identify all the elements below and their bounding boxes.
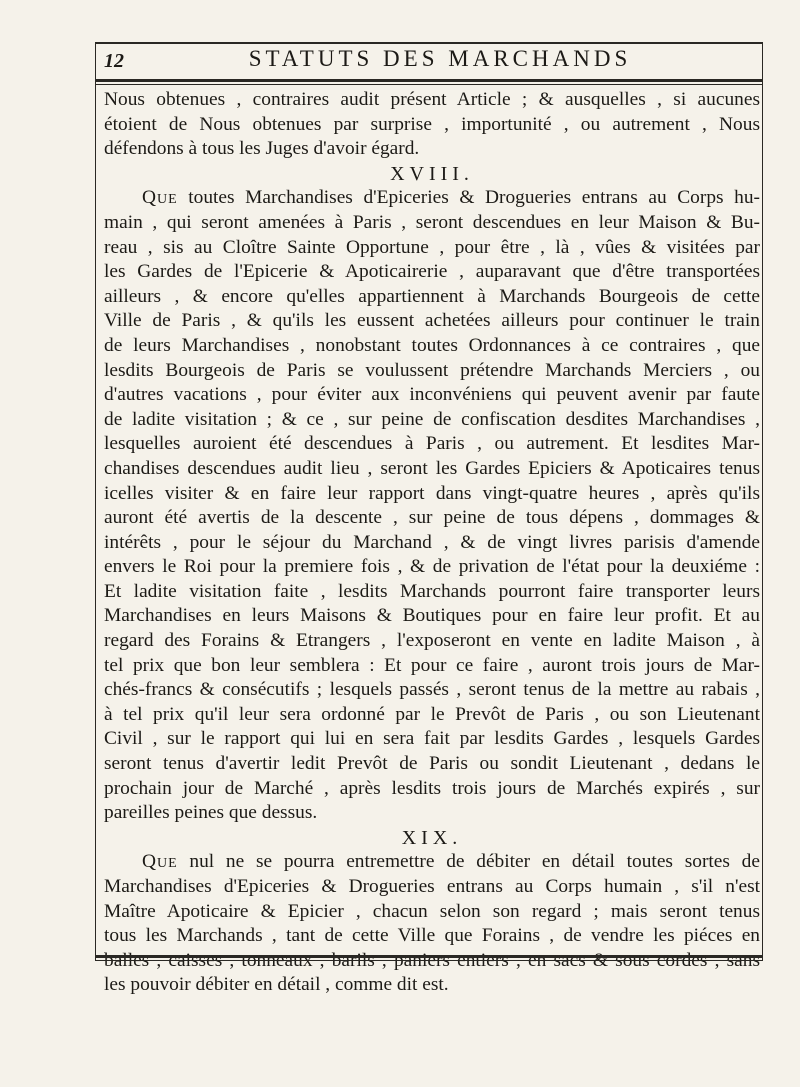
text-line: toutes Marchandises d'Epiceries & Drogueries entrans au Corps hu-: [177, 187, 760, 209]
page-number: 12: [104, 50, 124, 72]
footer-rule-thick: [95, 955, 763, 958]
section-18-lines: [104, 211, 760, 826]
text-line: lesquelles auroient été descendues à Paris , ou autrement. Et lesdites Mar-: [104, 433, 760, 455]
text-line: tous les Marchands , tant de cette Ville que Forains , de vendre les piéces en: [104, 925, 760, 947]
initial-word: Que: [142, 851, 178, 873]
footer-rule-thin: [95, 960, 763, 961]
text-line: [104, 949, 760, 974]
text-line: étoient de Nous obtenues par surprise , importunité , ou autrement , Nous: [104, 113, 760, 135]
text-line: Civil , sur le rapport qui lui en sera fait par lesdits Gardes , lesquels Gardes: [104, 728, 760, 750]
text-line: seront tenus d'avertir ledit Prevôt de Paris ou sondit Lieutenant , dedans le: [104, 753, 760, 775]
text-line: nul ne se pourra entremettre de débiter en détail toutes sortes de: [177, 851, 760, 873]
text-line: Ville de Paris , & qu'ils les eussent achetées ailleurs pour continuer le train: [104, 310, 760, 332]
section-19-first-line: [104, 850, 760, 875]
text-line: les pouvoir débiter en détail , comme dit est.: [104, 974, 449, 996]
text-line: pareilles peines que dessus.: [104, 802, 318, 824]
text-line: regard des Forains & Etrangers , l'exposeront en vente en ladite Maison , à: [104, 630, 760, 652]
section-heading-18: XVIII.: [390, 162, 474, 185]
header-rule-thin: [95, 84, 763, 85]
text-line: chandises descendues audit lieu , seront les Gardes Epiciers & Apoticaires tenus: [104, 457, 760, 479]
body-text: [104, 88, 760, 998]
text-line: auront été avertis de la descente , sur peine de tous dépens , dommages &: [104, 507, 760, 529]
section-heading-19: XIX.: [401, 826, 463, 849]
text-line: main , qui seront amenées à Paris , seront descendues en leur Maison & Bu-: [104, 211, 760, 233]
text-line: tel prix que bon leur semblera : Et pour ce faire , auront trois jours de Mar-: [104, 654, 760, 676]
text-line: de leurs Marchandises , nonobstant toutes Ordonnances à ce contraires , que: [104, 334, 760, 356]
text-line: envers le Roi pour la premiere fois , & de privation de l'état pour la deuxiéme :: [104, 556, 760, 578]
section-18-first-line: [104, 186, 760, 211]
top-rule: [95, 42, 763, 44]
running-head: STATUTS DES MARCHANDS: [248, 46, 632, 71]
text-line: Marchandises en leurs Maisons & Boutiques pour en faire leur profit. Et au: [104, 605, 760, 627]
text-line: à tel prix qu'il leur sera ordonné par le Prevôt de Paris , ou son Lieutenant: [104, 703, 760, 725]
text-line: de ladite visitation ; & ce , sur peine de confiscation desdites Marchandises ,: [104, 408, 760, 430]
text-line: ailleurs , & encore qu'elles appartiennent à Marchands Bourgeois de cette: [104, 285, 760, 307]
text-line: Et ladite visitation faite , lesdits Marchands pourront faire transporter leurs: [104, 580, 760, 602]
text-line: Marchandises d'Epiceries & Drogueries entrans au Corps humain , s'il n'est: [104, 876, 760, 897]
text-line: défendons à tous les Juges d'avoir égard.: [104, 138, 420, 160]
initial-word: Que: [142, 187, 178, 209]
text-line: chés-francs & consécutifs ; lesquels passés , seront tenus de la mettre au rabais ,: [104, 679, 760, 701]
text-line: reau , sis au Cloître Sainte Opportune , pour être , là , vûes & visitées par: [104, 236, 760, 258]
text-line: Nous obtenues , contraires audit présent Article ; & ausquelles , si aucunes: [104, 89, 760, 110]
text-line: Maître Apoticaire & Epicier , chacun selon son regard ; mais seront tenus: [104, 900, 760, 922]
section-19-lines: [104, 875, 760, 998]
text-line: lesdits Bourgeois de Paris se voulussent prétendre Marchands Merciers , ou: [104, 359, 760, 381]
header-rule-thick: [95, 79, 763, 82]
text-line: les Gardes de l'Epicerie & Apoticairerie , auparavant que d'être transportées: [104, 261, 760, 283]
text-line: intérêts , pour le séjour du Marchand , & de vingt livres parisis d'amende: [104, 531, 760, 553]
text-line: d'autres vacations , pour éviter aux inconvéniens qui peuvent avenir par faute: [104, 384, 760, 406]
text-line: icelles visiter & en faire leur rapport dans vingt-quatre heures , après qu'ils: [104, 482, 760, 504]
text-line: prochain jour de Marché , après lesdits trois jours de Marchés expirés , sur: [104, 777, 760, 799]
